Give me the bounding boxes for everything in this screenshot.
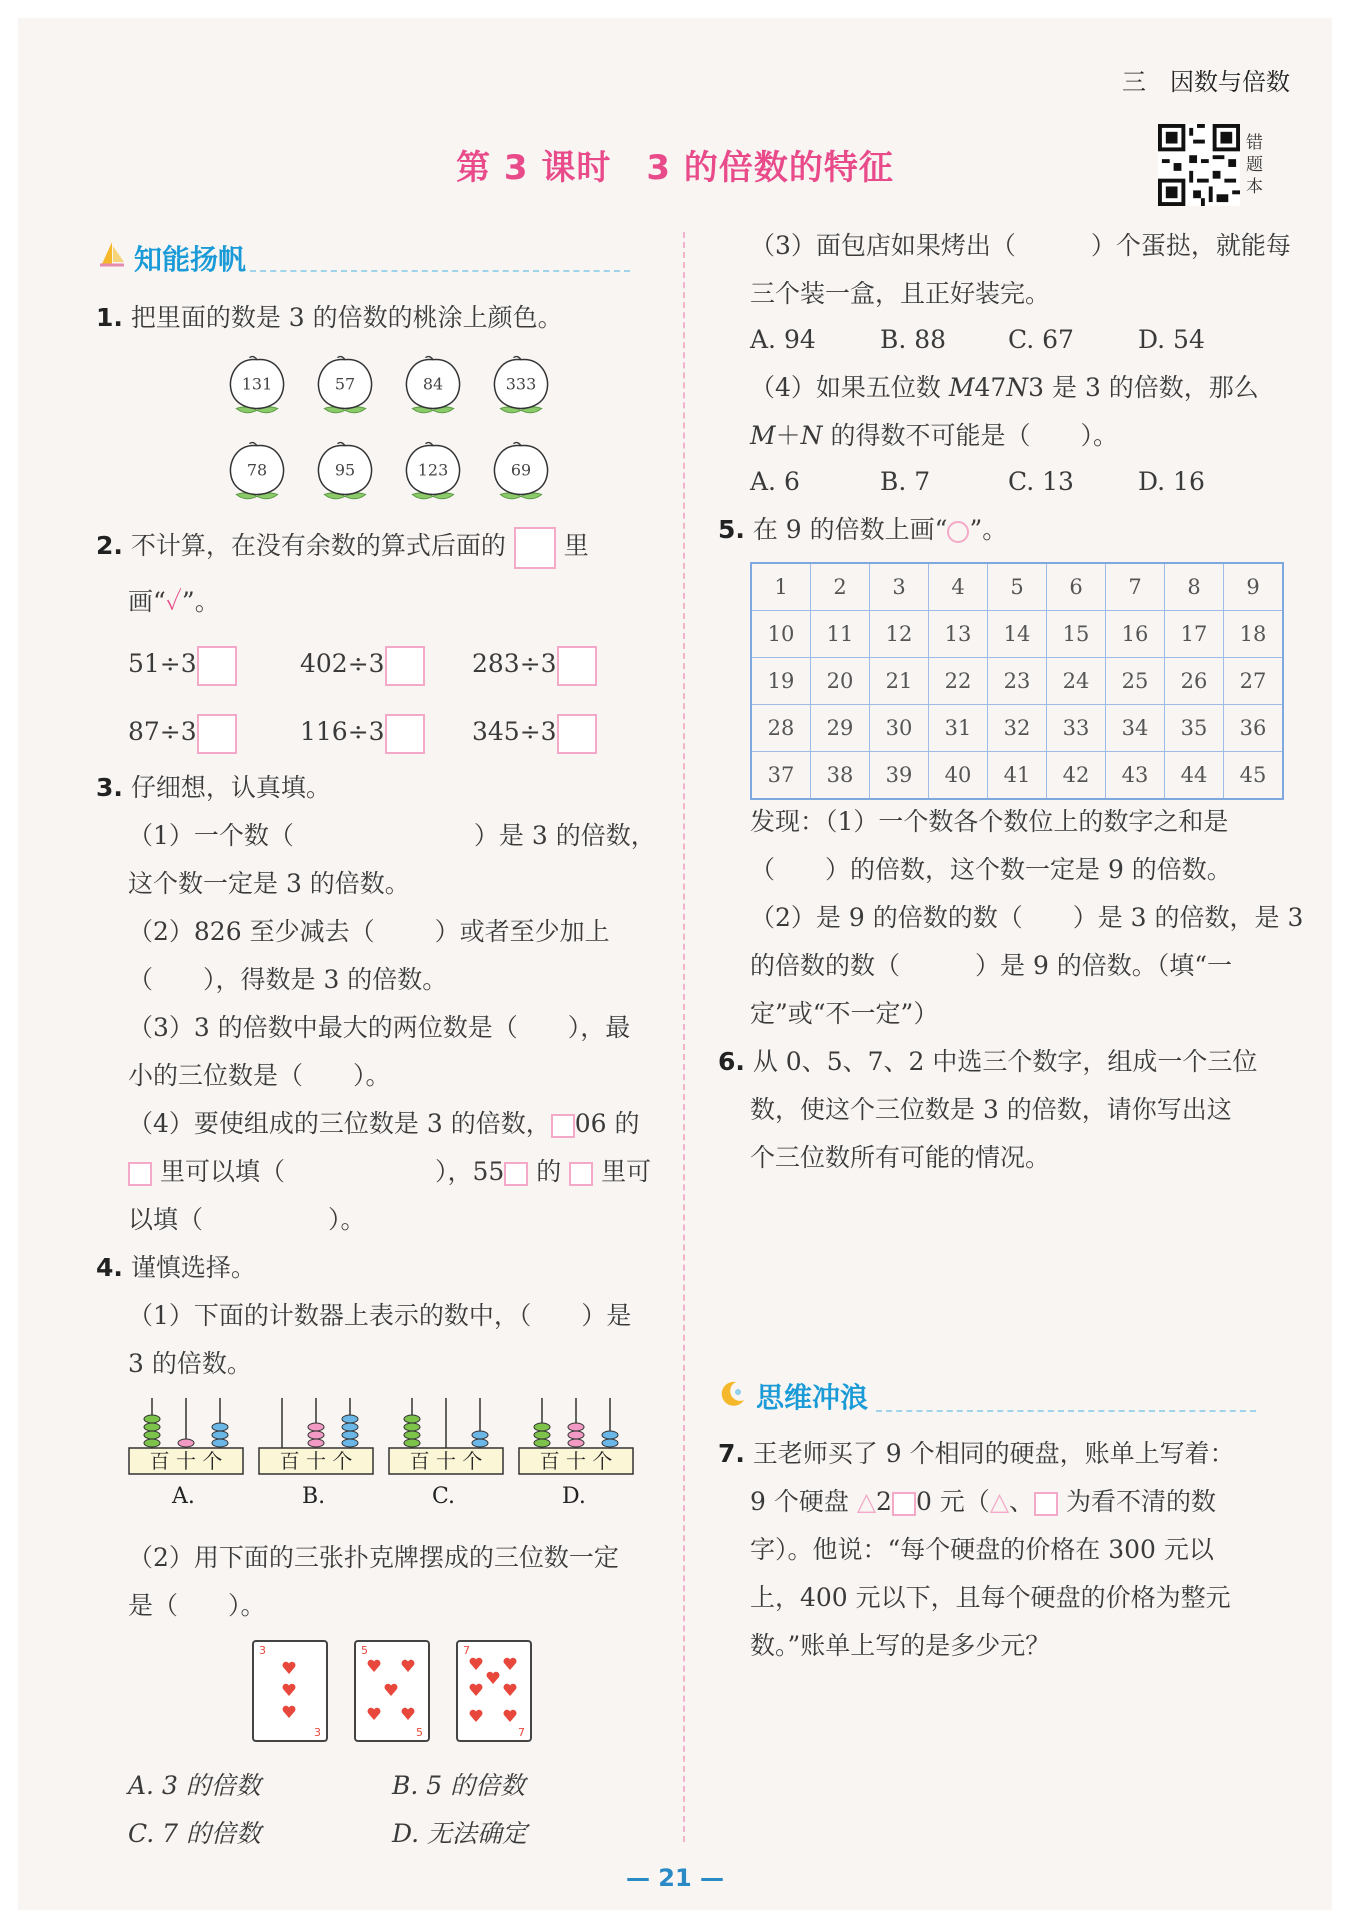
abacus-place-label: 百 十 个: [409, 1449, 483, 1473]
peach[interactable]: [314, 440, 376, 502]
qr-code-icon[interactable]: [1158, 124, 1240, 206]
q4-part3: （3）面包店如果烤出（ ）个蛋挞，就能每: [750, 231, 1291, 260]
grid-cell[interactable]: 1: [751, 563, 811, 611]
q3-text: 3. 仔细想，认真填。: [96, 773, 331, 802]
q3-line: （2）826 至少减去（ ）或者至少加上: [128, 917, 610, 946]
q4-part1: （1）下面的计数器上表示的数中，（ ）是: [128, 1301, 632, 1330]
q5-finding: 定”或“不一定”）: [750, 999, 939, 1028]
abacus-place-label: 百 十 个: [279, 1449, 353, 1473]
q5-finding: 发现：（1）一个数各个数位上的数字之和是: [750, 807, 1229, 836]
section-underline: [876, 1410, 1256, 1412]
grid-cell[interactable]: 12: [870, 611, 929, 658]
grid-cell[interactable]: 17: [1165, 611, 1224, 658]
q4-choice-c: C. 7 的倍数: [128, 1819, 261, 1848]
q4-opt3: A. 94: [750, 325, 816, 354]
grid-cell[interactable]: 18: [1224, 611, 1284, 658]
q1-text: 1. 把里面的数是 3 的倍数的桃涂上颜色。: [96, 303, 563, 332]
q3-line: 小的三位数是（ ）。: [128, 1061, 391, 1090]
playing-card-7: [456, 1640, 532, 1742]
q4-part1b: 3 的倍数。: [128, 1349, 252, 1378]
grid-row: [751, 658, 1283, 705]
abacus-place-label: 百 十 个: [149, 1449, 223, 1473]
grid-cell[interactable]: 43: [1106, 752, 1165, 800]
qr-label: 错 题 本: [1246, 133, 1263, 197]
grid-cell[interactable]: 42: [1047, 752, 1106, 800]
q7-line: 数。”账单上写的是多少元？: [750, 1631, 1051, 1660]
column-divider: [683, 232, 685, 1842]
peach[interactable]: [314, 354, 376, 416]
q4-part4: （4）如果五位数 M47N3 是 3 的倍数，那么: [750, 373, 1259, 402]
grid-cell[interactable]: 9: [1224, 563, 1284, 611]
grid-cell[interactable]: 20: [811, 658, 870, 705]
grid-cell[interactable]: 30: [870, 705, 929, 752]
grid-cell[interactable]: 36: [1224, 705, 1284, 752]
grid-cell[interactable]: 38: [811, 752, 870, 800]
peach[interactable]: [402, 354, 464, 416]
abacus-place-label: 百 十 个: [539, 1449, 613, 1473]
grid-cell[interactable]: 40: [929, 752, 988, 800]
card-rank: 5: [416, 1726, 423, 1739]
q2-item: 402÷3: [300, 640, 425, 688]
peach[interactable]: [402, 440, 464, 502]
abacus: [518, 1396, 634, 1476]
q4-opt3: B. 88: [880, 325, 947, 354]
sail-icon: [96, 238, 128, 270]
q3-line: （3）3 的倍数中最大的两位数是（ ），最: [128, 1013, 631, 1042]
peach[interactable]: [490, 440, 552, 502]
grid-cell[interactable]: 3: [870, 563, 929, 611]
q3-line: 这个数一定是 3 的倍数。: [128, 869, 410, 898]
q5-finding: （2）是 9 的倍数的数（ ）是 3 的倍数，是 3: [750, 903, 1304, 932]
abacus: [128, 1396, 244, 1476]
card-rank: 7: [463, 1644, 470, 1657]
q3-line: （1）一个数（ ）是 3 的倍数，: [128, 821, 656, 850]
q2-text-2: 画“✓”。: [128, 587, 220, 616]
grid-cell[interactable]: 35: [1165, 705, 1224, 752]
peach-number: 333: [505, 374, 537, 394]
card-rank: 3: [259, 1644, 266, 1657]
grid-cell[interactable]: 19: [751, 658, 811, 705]
abacus-option-label: B.: [302, 1484, 326, 1509]
q4-opt4: B. 7: [880, 467, 931, 496]
grid-cell[interactable]: 8: [1165, 563, 1224, 611]
peach-number: 57: [334, 374, 356, 394]
grid-cell[interactable]: 16: [1106, 611, 1165, 658]
grid-cell[interactable]: 24: [1047, 658, 1106, 705]
grid-cell[interactable]: 25: [1106, 658, 1165, 705]
peach-number: 95: [334, 460, 356, 480]
grid-cell[interactable]: 37: [751, 752, 811, 800]
grid-cell[interactable]: 34: [1106, 705, 1165, 752]
grid-cell[interactable]: 39: [870, 752, 929, 800]
peach-number: 84: [422, 374, 444, 394]
peach-number: 123: [417, 460, 449, 480]
grid-row: [751, 705, 1283, 752]
grid-cell[interactable]: 45: [1224, 752, 1284, 800]
q2-item: 345÷3: [472, 708, 597, 756]
grid-cell[interactable]: 7: [1106, 563, 1165, 611]
q4-choice-a: A. 3 的倍数: [128, 1771, 261, 1800]
q7-line: 9 个硬盘 △2 0 元（△、 为看不清的数: [750, 1487, 1217, 1516]
moon-icon: [716, 1378, 748, 1410]
q4-part2b: 是（ ）。: [128, 1591, 266, 1620]
abacus-option-label: C.: [432, 1484, 456, 1509]
peach[interactable]: [226, 440, 288, 502]
q2-item: 51÷3: [128, 640, 237, 688]
q3-line: 里可以填（ ），55 的 里可: [128, 1148, 651, 1196]
q2-text: 2. 不计算，在没有余数的算式后面的 里: [96, 522, 589, 570]
abacus-option-label: A.: [172, 1484, 195, 1509]
abacus: [388, 1396, 504, 1476]
playing-card-3: [252, 1640, 328, 1742]
grid-cell[interactable]: 27: [1224, 658, 1284, 705]
grid-cell[interactable]: 13: [929, 611, 988, 658]
card-rank: 5: [361, 1644, 368, 1657]
chapter-header: 三 因数与倍数: [1122, 68, 1290, 96]
peach-number: 78: [246, 460, 268, 480]
abacus-option-label: D.: [562, 1484, 586, 1509]
section-title-thinking: 思维冲浪: [756, 1381, 869, 1414]
grid-cell[interactable]: 21: [870, 658, 929, 705]
q3-line: （ ），得数是 3 的倍数。: [128, 965, 448, 994]
q2-item: 283÷3: [472, 640, 597, 688]
q6-line: 数，使这个三位数是 3 的倍数，请你写出这: [750, 1095, 1232, 1124]
section-underline: [250, 270, 630, 272]
q5-text: 5. 在 9 的倍数上画“ ”。: [718, 515, 1008, 544]
grid-cell[interactable]: 32: [988, 705, 1047, 752]
number-grid: [750, 562, 1284, 800]
q6-line: 个三位数所有可能的情况。: [750, 1143, 1051, 1172]
grid-cell[interactable]: 4: [929, 563, 988, 611]
grid-row: [751, 752, 1283, 800]
peach[interactable]: [226, 354, 288, 416]
lesson-title: 第 3 课时 3 的倍数的特征: [456, 148, 894, 188]
peach-number: 69: [510, 460, 532, 480]
grid-cell[interactable]: 31: [929, 705, 988, 752]
q7-line: 上，400 元以下，且每个硬盘的价格为整元: [750, 1583, 1231, 1612]
section-title-knowledge: 知能扬帆: [134, 243, 247, 276]
grid-row: [751, 611, 1283, 658]
grid-cell[interactable]: 44: [1165, 752, 1224, 800]
q2-item: 116÷3: [300, 708, 425, 756]
peach-number: 131: [241, 374, 273, 394]
q6-text: 6. 从 0、5、7、2 中选三个数字，组成一个三位: [718, 1047, 1258, 1076]
q4-opt3: C. 67: [1008, 325, 1074, 354]
grid-cell[interactable]: 26: [1165, 658, 1224, 705]
q3-line: （4）要使组成的三位数是 3 的倍数， 06 的: [128, 1109, 640, 1138]
grid-cell[interactable]: 22: [929, 658, 988, 705]
peach[interactable]: [490, 354, 552, 416]
q4-opt4: C. 13: [1008, 467, 1074, 496]
q4-part3b: 三个装一盒，且正好装完。: [750, 279, 1051, 308]
card-rank: 3: [314, 1726, 321, 1739]
grid-cell[interactable]: 28: [751, 705, 811, 752]
grid-cell[interactable]: 23: [988, 658, 1047, 705]
q4-opt4: D. 16: [1138, 467, 1205, 496]
q7-text: 7. 王老师买了 9 个相同的硬盘，账单上写着：: [718, 1439, 1235, 1468]
grid-cell[interactable]: 29: [811, 705, 870, 752]
grid-row: [751, 563, 1283, 611]
grid-cell[interactable]: 15: [1047, 611, 1106, 658]
q2-item: 87÷3: [128, 708, 237, 756]
grid-cell[interactable]: 10: [751, 611, 811, 658]
q4-part4b: M＋N 的得数不可能是（ ）。: [750, 421, 1118, 450]
q4-opt3: D. 54: [1138, 325, 1205, 354]
q5-finding: （ ）的倍数，这个数一定是 9 的倍数。: [750, 855, 1232, 884]
q4-choice-d: D. 无法确定: [392, 1819, 528, 1848]
grid-cell[interactable]: 6: [1047, 563, 1106, 611]
playing-card-5: [354, 1640, 430, 1742]
grid-cell[interactable]: 11: [811, 611, 870, 658]
q7-line: 字）。他说：“每个硬盘的价格在 300 元以: [750, 1535, 1214, 1564]
grid-cell[interactable]: 41: [988, 752, 1047, 800]
grid-cell[interactable]: 33: [1047, 705, 1106, 752]
q4-text: 4. 谨慎选择。: [96, 1253, 256, 1282]
abacus: [258, 1396, 374, 1476]
q3-line: 以填（ ）。: [128, 1205, 366, 1234]
grid-cell[interactable]: 14: [988, 611, 1047, 658]
q4-opt4: A. 6: [750, 467, 800, 496]
page-number: — 21 —: [625, 1864, 725, 1892]
q5-finding: 的倍数的数（ ）是 9 的倍数。（填“一: [750, 951, 1233, 980]
q4-choice-b: B. 5 的倍数: [392, 1771, 526, 1800]
grid-cell[interactable]: 5: [988, 563, 1047, 611]
grid-cell[interactable]: 2: [811, 563, 870, 611]
q4-part2: （2）用下面的三张扑克牌摆成的三位数一定: [128, 1543, 619, 1572]
card-rank: 7: [518, 1726, 525, 1739]
